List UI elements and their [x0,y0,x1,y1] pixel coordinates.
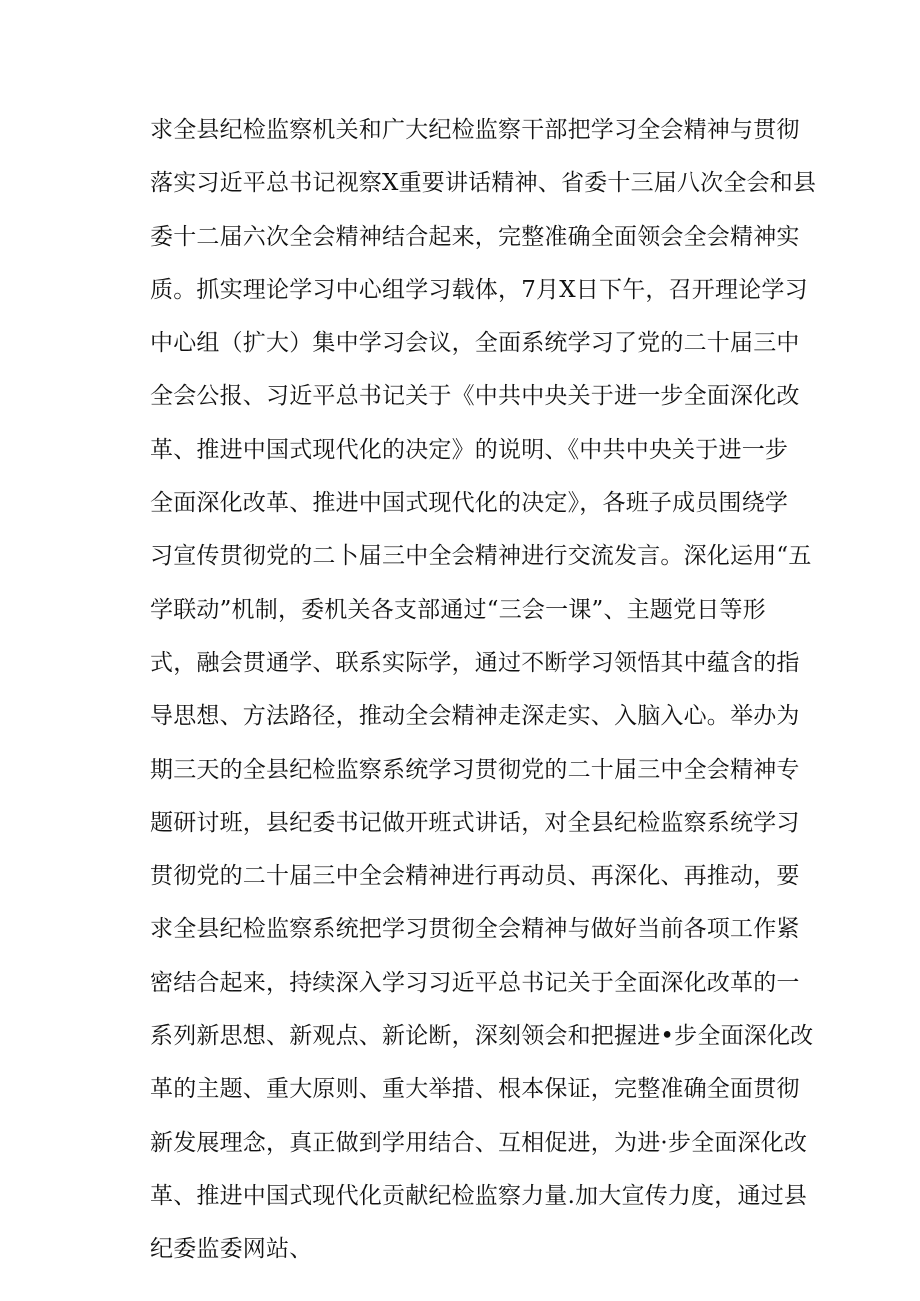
body-paragraph [150,104,817,1277]
text-line: 求全县纪检监察机关和广大纪检监察干部把学习全会精神与贯彻 [150,117,800,143]
text-line: 求全县纪检监察系统把学习贯彻全会精神与做好当前各项工作紧 [150,916,800,943]
text-line: 系列新思想、新观点、新论断，深刻领会和把握进•步全面深化改 [150,1023,814,1050]
text-line: 纪委监委网站、 [150,1236,313,1263]
text-line: 学联动”机制，委机关各支部通过“三会一课”、主题党日等形 [150,596,766,623]
text-line: 题研讨班，县纪委书记做开班式讲话，对全县纪检监察系统学习 [150,809,800,836]
text-line: 式，融会贯通学、联系实际学，通过不断学习领悟其中蕴含的指 [150,649,800,676]
text-line: 全会公报、习近平总书记关于《中共中央关于进一步全面深化改 [150,383,800,410]
text-line: 期三天的全县纪检监察系统学习贯彻党的二十届三中全会精神专 [150,756,800,783]
text-line: 全面深化改革、推进中国式现代化的决定》，各班子成员围绕学 [150,490,789,517]
text-line: 革、推进中国式现代化的决定》的说明、《中共中央关于进一步 [150,436,789,463]
text-line: 密结合起来，持续深入学习习近平总书记关于全面深化改革的一 [150,969,800,996]
text-line: 委十二届六次全会精神结合起来，完整准确全面领会全会精神实 [150,223,800,250]
text-line: 革、推进中国式现代化贡献纪检监察力量.加大宣传力度，通过县 [150,1182,808,1209]
text-line: 中心组（扩大）集中学习会议，全面系统学习了党的二十届三中 [150,330,800,357]
text-line: 新发展理念，真正做到学用结合、互相促进，为进·步全面深化改 [150,1129,808,1156]
text-line: 贯彻党的二十届三中全会精神进行再动员、再深化、再推动，要 [150,863,800,890]
text-line: 习宣传贯彻党的二卜届三中全会精神进行交流发言。深化运用“五 [150,543,812,570]
text-line: 革的主题、重大原则、重大举措、根本保证，完整准确全面贯彻 [150,1076,800,1103]
text-line: 导思想、方法路径，推动全会精神走深走实、入脑入心。举办为 [150,703,800,730]
text-line: 落实习近平总书记视察X重要讲话精神、省委十三届八次全会和县 [150,170,817,197]
text-line: 质。抓实理论学习中心组学习载体，7月X日下午，召开理论学习 [150,276,808,303]
